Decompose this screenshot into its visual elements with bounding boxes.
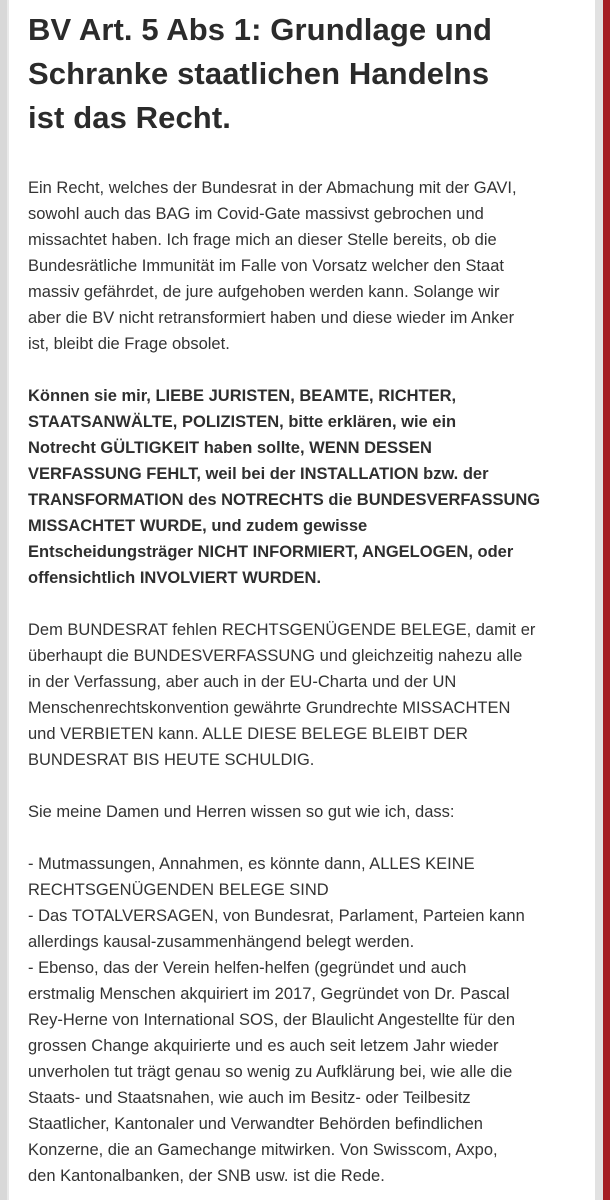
paragraph-bundesrat <box>28 617 595 773</box>
left-frame-border <box>0 0 7 1200</box>
bullet-list <box>28 851 595 1189</box>
text-line: Können sie mir, LIEBE JURISTEN, BEAMTE, RICHTER, <box>28 387 457 405</box>
list-line: Staats- und Staatsnahen, wie auch im Besitz- oder Teilbesitz <box>28 1089 471 1107</box>
text-line: TRANSFORMATION des NOTRECHTS die BUNDESVERFASSUNG <box>28 491 541 509</box>
paragraph-intro <box>28 175 595 357</box>
list-line: den Kantonalbanken, der SNB usw. ist die Rede. <box>28 1167 385 1185</box>
title-line: BV Art. 5 Abs 1: Grundlage und <box>28 12 493 47</box>
text-line: und VERBIETEN kann. ALLE DIESE BELEGE BLEIBT DER <box>28 725 468 743</box>
list-line: allerdings kausal-zusammenhängend belegt werden. <box>28 933 415 951</box>
right-accent-bar <box>603 0 610 1200</box>
list-line: Konzerne, die an Gamechange mitwirken. Von Swisscom, Axpo, <box>28 1141 498 1159</box>
text-line: STAATSANWÄLTE, POLIZISTEN, bitte erklären, wie ein <box>28 413 457 431</box>
text-line: MISSACHTET WURDE, und zudem gewisse <box>28 517 368 535</box>
text-line: sowohl auch das BAG im Covid-Gate massivst gebrochen und <box>28 205 484 223</box>
text-line: missachtet haben. Ich frage mich an dieser Stelle bereits, ob die <box>28 231 497 249</box>
article-body <box>28 175 595 1189</box>
list-line: - Ebenso, das der Verein helfen-helfen (gegründet und auch <box>28 959 467 977</box>
text-line: Sie meine Damen und Herren wissen so gut wie ich, dass: <box>28 803 455 821</box>
text-line: ist, bleibt die Frage obsolet. <box>28 335 230 353</box>
text-line: offensichtlich INVOLVIERT WURDEN. <box>28 569 322 587</box>
list-line: erstmalig Menschen akquiriert im 2017, Gegründet von Dr. Pascal <box>28 985 510 1003</box>
text-line: Entscheidungsträger NICHT INFORMIERT, ANGELOGEN, oder <box>28 543 514 561</box>
article-title <box>28 8 595 140</box>
text-line: Notrecht GÜLTIGKEIT haben sollte, WENN DESSEN <box>28 439 432 457</box>
title-line: Schranke staatlichen Handelns <box>28 56 490 91</box>
text-line: in der Verfassung, aber auch in der EU-Charta und der UN <box>28 673 457 691</box>
list-line: unverholen tut trägt genau so wenig zu Aufklärung bei, wie alle die <box>28 1063 513 1081</box>
list-line: Rey-Herne von International SOS, der Blaulicht Angestellte für den <box>28 1011 516 1029</box>
text-line: überhaupt die BUNDESVERFASSUNG und gleichzeitig nahezu alle <box>28 647 523 665</box>
title-line: ist das Recht. <box>28 100 231 135</box>
article-content <box>9 0 595 1200</box>
text-line: Dem BUNDESRAT fehlen RECHTSGENÜGENDE BELEGE, damit er <box>28 621 536 639</box>
paragraph-question <box>28 383 595 591</box>
list-line: Staatlicher, Kantonaler und Verwandter Behörden befindlichen <box>28 1115 483 1133</box>
text-line: Bundesrätliche Immunität im Falle von Vorsatz welcher den Staat <box>28 257 504 275</box>
text-line: massiv gefährdet, de jure aufgehoben werden kann. Solange wir <box>28 283 500 301</box>
list-line: grossen Change akquirierte und es auch seit letzem Jahr wieder <box>28 1037 499 1055</box>
text-line: Ein Recht, welches der Bundesrat in der Abmachung mit der GAVI, <box>28 179 517 197</box>
text-line: VERFASSUNG FEHLT, weil bei der INSTALLATION bzw. der <box>28 465 489 483</box>
text-line: Menschenrechtskonvention gewährte Grundrechte MISSACHTEN <box>28 699 511 717</box>
text-line: BUNDESRAT BIS HEUTE SCHULDIG. <box>28 751 315 769</box>
list-line: - Mutmassungen, Annahmen, es könnte dann, ALLES KEINE <box>28 855 475 873</box>
paragraph-address <box>28 799 595 825</box>
right-frame-gap <box>595 0 603 1200</box>
text-line: aber die BV nicht retransformiert haben und diese wieder im Anker <box>28 309 515 327</box>
list-line: - Das TOTALVERSAGEN, von Bundesrat, Parlament, Parteien kann <box>28 907 525 925</box>
list-line: RECHTSGENÜGENDEN BELEGE SIND <box>28 881 329 899</box>
